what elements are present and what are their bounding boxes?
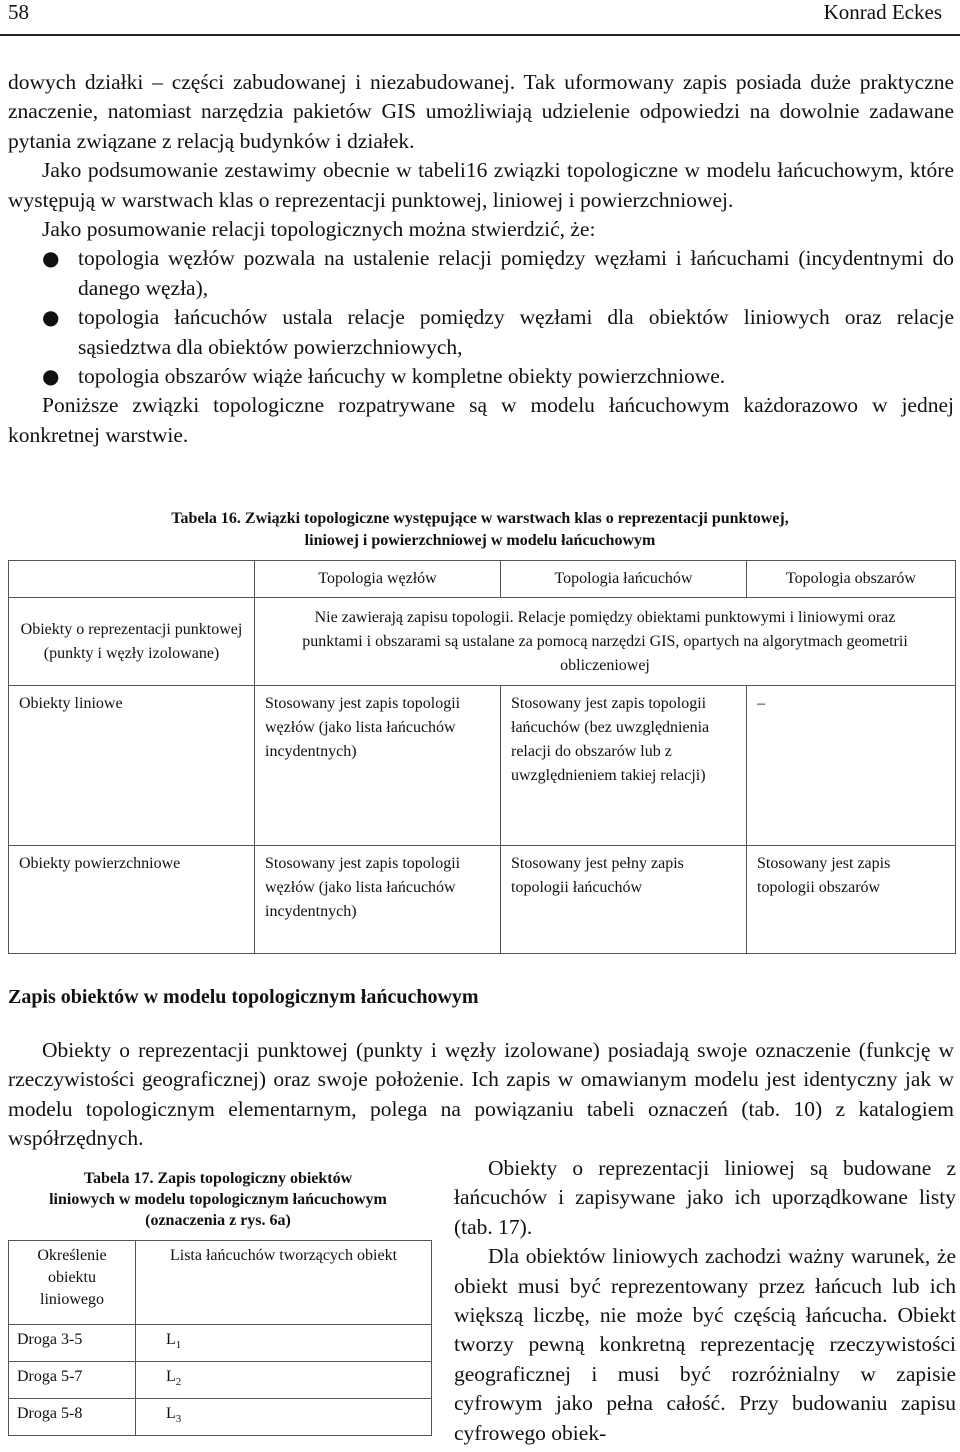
paragraph: Dla obiektów liniowych zachodzi ważny warunek, że obiekt musi być reprezentowany przez łańcuch lub ich większą liczbę, nie może być częścią łańcucha. Obiekt tworzy pewną konkretną reprezentację rzeczywistości geograficznej i musi być rozróżnialny w zapisie cyfrowym jako pełna całość. Przy budowaniu zapisu cyfrowego obiek-	[454, 1244, 956, 1445]
paragraph: Poniższe związki topologiczne rozpatrywane są w modelu łańcuchowym każdorazowo w jednej konkretnej warstwie.	[8, 393, 954, 447]
bullet-icon: ●	[42, 246, 60, 271]
table-cell: Stosowany jest zapis topologii węzłów (jako lista łańcuchów incydentnych)	[255, 686, 501, 846]
table17-caption: Tabela 17. Zapis topologiczny obiektów liniowych w modelu topologicznym łańcuchowym (oznaczenia z rys. 6a)	[49, 1170, 387, 1229]
intro-text	[8, 68, 954, 450]
table-cell: Obiekty o reprezentacji punktowej (punkty i węzły izolowane)	[9, 598, 255, 686]
bullet-icon: ●	[42, 364, 60, 389]
table16-caption: Tabela 16. Związki topologiczne występujące w warstwach klas o reprezentacji punktowej, liniowej i powierzchniowej w modelu łańcuchowym	[171, 510, 789, 549]
paragraph: Obiekty o reprezentacji punktowej (punkty i węzły izolowane) posiadają swoje oznaczenie (funkcję w rzeczywistości geograficznej) oraz swoje położenie. Ich zapis w omawianym modelu jest identyczny jak w modelu topologicznym elementarnym, polega na powiązaniu tabeli oznaczeń (tab. 10) z katalogiem współrzędnych.	[8, 1038, 954, 1151]
list-item: ● topologia węzłów pozwala na ustalenie relacji pomiędzy węzłami i łańcuchami (incydentnymi do danego węzła),	[42, 246, 954, 300]
table-cell: Stosowany jest pełny zapis topologii łańcuchów	[501, 846, 747, 954]
table-cell: Obiekty liniowe	[9, 686, 255, 846]
list-item: ● topologia obszarów wiąże łańcuchy w kompletne obiekty powierzchniowe.	[8, 362, 954, 391]
list-item: ● topologia łańcuchów ustala relacje pomiędzy węzłami dla obiektów liniowych oraz relacje sąsiedztwa dla obiektów powierzchniowych,	[42, 305, 954, 359]
table-cell: $L_3$	[136, 1399, 432, 1436]
table17	[8, 1240, 432, 1436]
table-cell: –	[747, 686, 956, 846]
table-header-cell: Topologia łańcuchów	[501, 561, 747, 598]
table-row	[9, 846, 956, 954]
table-row	[9, 1362, 432, 1399]
table-cell: Stosowany jest zapis topologii obszarów	[747, 846, 956, 954]
table-header-cell: Lista łańcuchów tworzących obiekt	[136, 1241, 432, 1325]
page-header	[0, 0, 960, 36]
section-text	[8, 1036, 954, 1154]
table-header-cell: Topologia węzłów	[255, 561, 501, 598]
table-header-cell: Topologia obszarów	[747, 561, 956, 598]
table-cell: $L_1$	[136, 1325, 432, 1362]
page-number: 58	[8, 0, 29, 24]
table-cell: Stosowany jest zapis topologii łańcuchów (bez uwzględnienia relacji do obszarów lub z uwzględnieniem takiej relacji)	[501, 686, 747, 846]
table-cell: $L_2$	[136, 1362, 432, 1399]
table-row	[9, 1325, 432, 1362]
table-row	[9, 561, 956, 598]
paragraph: Obiekty o reprezentacji liniowej są budowane z łańcuchów i zapisywane jako ich uporządkowane listy (tab. 17).	[454, 1156, 956, 1239]
right-column-text	[454, 1154, 956, 1448]
paragraph: Jako posumowanie relacji topologicznych można stwierdzić, że:	[42, 217, 596, 242]
table-row	[9, 1241, 432, 1325]
paragraph: dowych działki – części zabudowanej i niezabudowanej. Tak uformowany zapis posiada duże praktyczne znaczenie, natomiast narzędzia pakietów GIS umożliwiają udzielenie odpowiedzi na dowolnie zadawane pytania związane z relacją budynków i działek.	[8, 70, 954, 153]
table-row	[9, 1399, 432, 1436]
section-heading: Zapis obiektów w modelu topologicznym łańcuchowym	[8, 986, 479, 1008]
running-head-author: Konrad Eckes	[823, 0, 942, 24]
bullet-icon: ●	[42, 305, 60, 330]
table-header-cell: Określenie obiektu liniowego	[9, 1241, 136, 1325]
table-cell: Stosowany jest zapis topologii węzłów (jako lista łańcuchów incydentnych)	[255, 846, 501, 954]
table16	[8, 560, 956, 954]
table-cell	[9, 561, 255, 598]
bullet-list	[8, 244, 954, 391]
table-cell: Obiekty powierzchniowe	[9, 846, 255, 954]
table-cell: Droga 5-8	[9, 1399, 136, 1436]
table-row	[9, 598, 956, 686]
table-cell: Nie zawierają zapisu topologii. Relacje pomiędzy obiektami punktowymi i liniowymi oraz punktami i obszarami są ustalane za pomocą narzędzi GIS, opartych na algorytmach geometrii obliczeniowej	[255, 598, 956, 686]
table-cell: Droga 5-7	[9, 1362, 136, 1399]
table-cell: Droga 3-5	[9, 1325, 136, 1362]
paragraph: Jako podsumowanie zestawimy obecnie w tabeli16 związki topologiczne w modelu łańcuchowym, które występują w warstwach klas o reprezentacji punktowej, liniowej i powierzchniowej.	[8, 158, 954, 212]
table-row	[9, 686, 956, 846]
